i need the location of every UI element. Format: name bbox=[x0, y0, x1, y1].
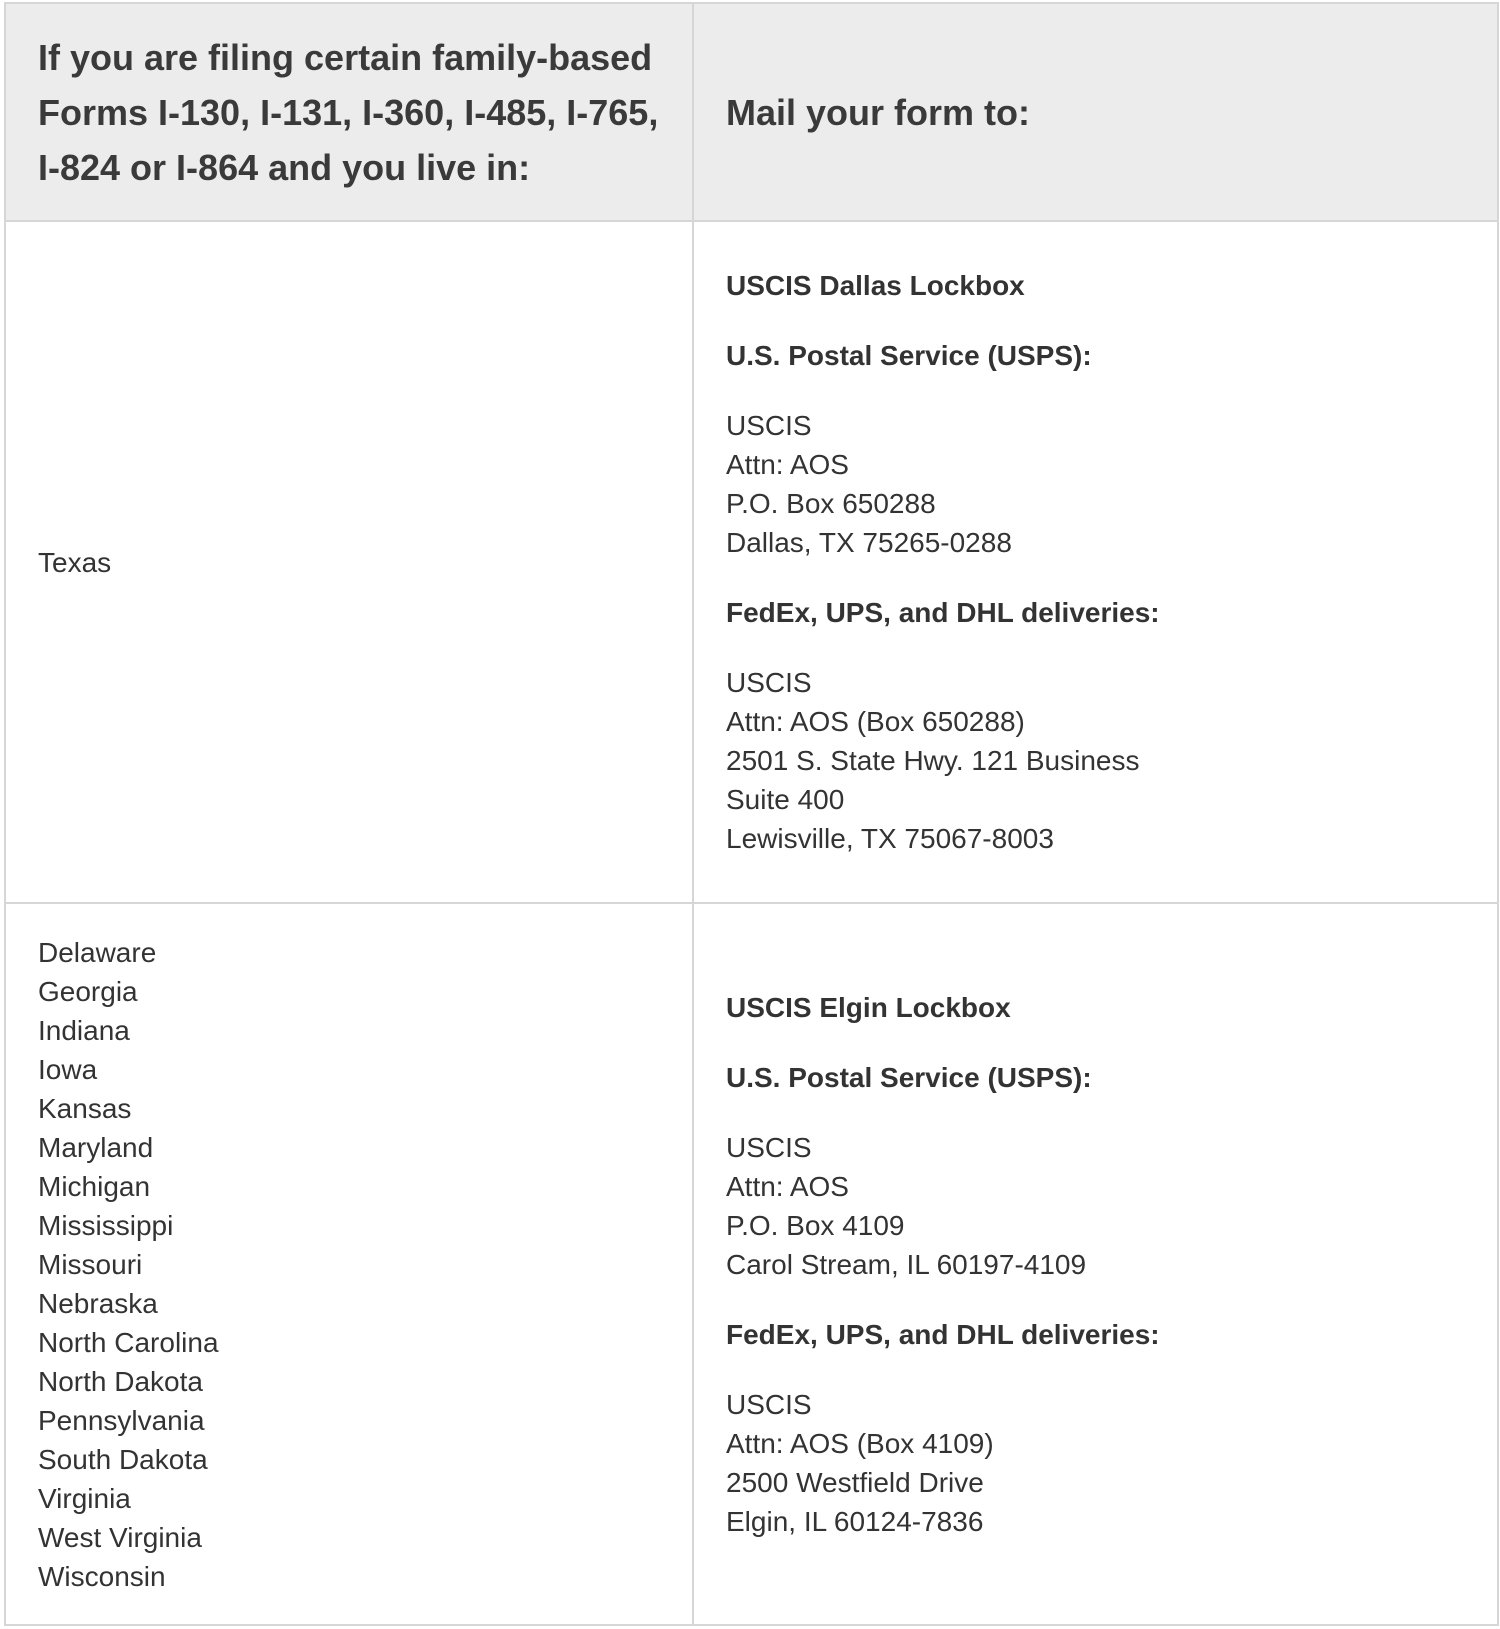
address-line: Attn: AOS bbox=[726, 1170, 849, 1202]
address-line: 2501 S. State Hwy. 121 Business bbox=[726, 745, 1140, 776]
table-row bbox=[5, 903, 1498, 1625]
courier-address bbox=[726, 1385, 1477, 1541]
address-line: Carol Stream, IL 60197-4109 bbox=[726, 1248, 1087, 1280]
state-name: North Dakota bbox=[38, 1365, 203, 1397]
table-row bbox=[5, 221, 1498, 903]
address-line: Lewisville, TX 75067-8003 bbox=[726, 823, 1054, 854]
address-line: P.O. Box 4109 bbox=[726, 1209, 905, 1241]
state-name: Mississippi bbox=[38, 1209, 174, 1241]
address-line: USCIS bbox=[726, 1131, 812, 1163]
state-name: North Carolina bbox=[38, 1326, 219, 1358]
courier-address bbox=[726, 663, 1477, 858]
state-name: Texas bbox=[38, 546, 112, 578]
state-name: Delaware bbox=[38, 936, 157, 968]
courier-label: FedEx, UPS, and DHL deliveries: bbox=[726, 1318, 1160, 1350]
filing-address-table bbox=[4, 2, 1499, 1626]
address-line: Suite 400 bbox=[726, 784, 845, 815]
address-line: Attn: AOS bbox=[726, 449, 849, 480]
table-header-row bbox=[5, 3, 1498, 221]
courier-label: FedEx, UPS, and DHL deliveries: bbox=[726, 597, 1160, 628]
address-line: Elgin, IL 60124-7836 bbox=[726, 1505, 984, 1537]
address-line: 2500 Westfield Drive bbox=[726, 1466, 984, 1498]
state-name: Virginia bbox=[38, 1482, 131, 1514]
address-line: Dallas, TX 75265-0288 bbox=[726, 527, 1012, 558]
header-mail-to bbox=[693, 3, 1498, 221]
address-line: USCIS bbox=[726, 667, 812, 698]
state-name: Pennsylvania bbox=[38, 1404, 205, 1436]
header-residence bbox=[5, 3, 693, 221]
state-name: Kansas bbox=[38, 1092, 132, 1124]
state-name: Indiana bbox=[38, 1014, 130, 1046]
address-line: USCIS bbox=[726, 410, 812, 441]
lockbox-title: USCIS Elgin Lockbox bbox=[726, 991, 1011, 1023]
state-name: Michigan bbox=[38, 1170, 151, 1202]
state-name: Georgia bbox=[38, 975, 138, 1007]
state-name: Nebraska bbox=[38, 1287, 158, 1319]
state-name: Missouri bbox=[38, 1248, 143, 1280]
state-name: Iowa bbox=[38, 1053, 98, 1085]
state-name: South Dakota bbox=[38, 1443, 208, 1475]
states-cell bbox=[5, 221, 693, 903]
address-cell bbox=[693, 903, 1498, 1625]
header-residence-text: If you are filing certain family-based Forms I-130, I-131, I-360, I-485, I-765, I-824 or I-864 and you live in: bbox=[38, 36, 659, 188]
state-name: Wisconsin bbox=[38, 1560, 166, 1592]
address-line: P.O. Box 650288 bbox=[726, 488, 936, 519]
address-line: Attn: AOS (Box 650288) bbox=[726, 706, 1025, 737]
address-line: USCIS bbox=[726, 1388, 812, 1420]
states-cell bbox=[5, 903, 693, 1625]
usps-address bbox=[726, 406, 1477, 562]
state-name: Maryland bbox=[38, 1131, 154, 1163]
address-cell bbox=[693, 221, 1498, 903]
usps-label: U.S. Postal Service (USPS): bbox=[726, 340, 1092, 371]
usps-label: U.S. Postal Service (USPS): bbox=[726, 1061, 1092, 1093]
usps-address bbox=[726, 1128, 1477, 1284]
header-mail-to-text: Mail your form to: bbox=[726, 91, 1030, 133]
lockbox-title: USCIS Dallas Lockbox bbox=[726, 270, 1025, 301]
address-line: Attn: AOS (Box 4109) bbox=[726, 1427, 994, 1459]
state-name: West Virginia bbox=[38, 1521, 202, 1553]
